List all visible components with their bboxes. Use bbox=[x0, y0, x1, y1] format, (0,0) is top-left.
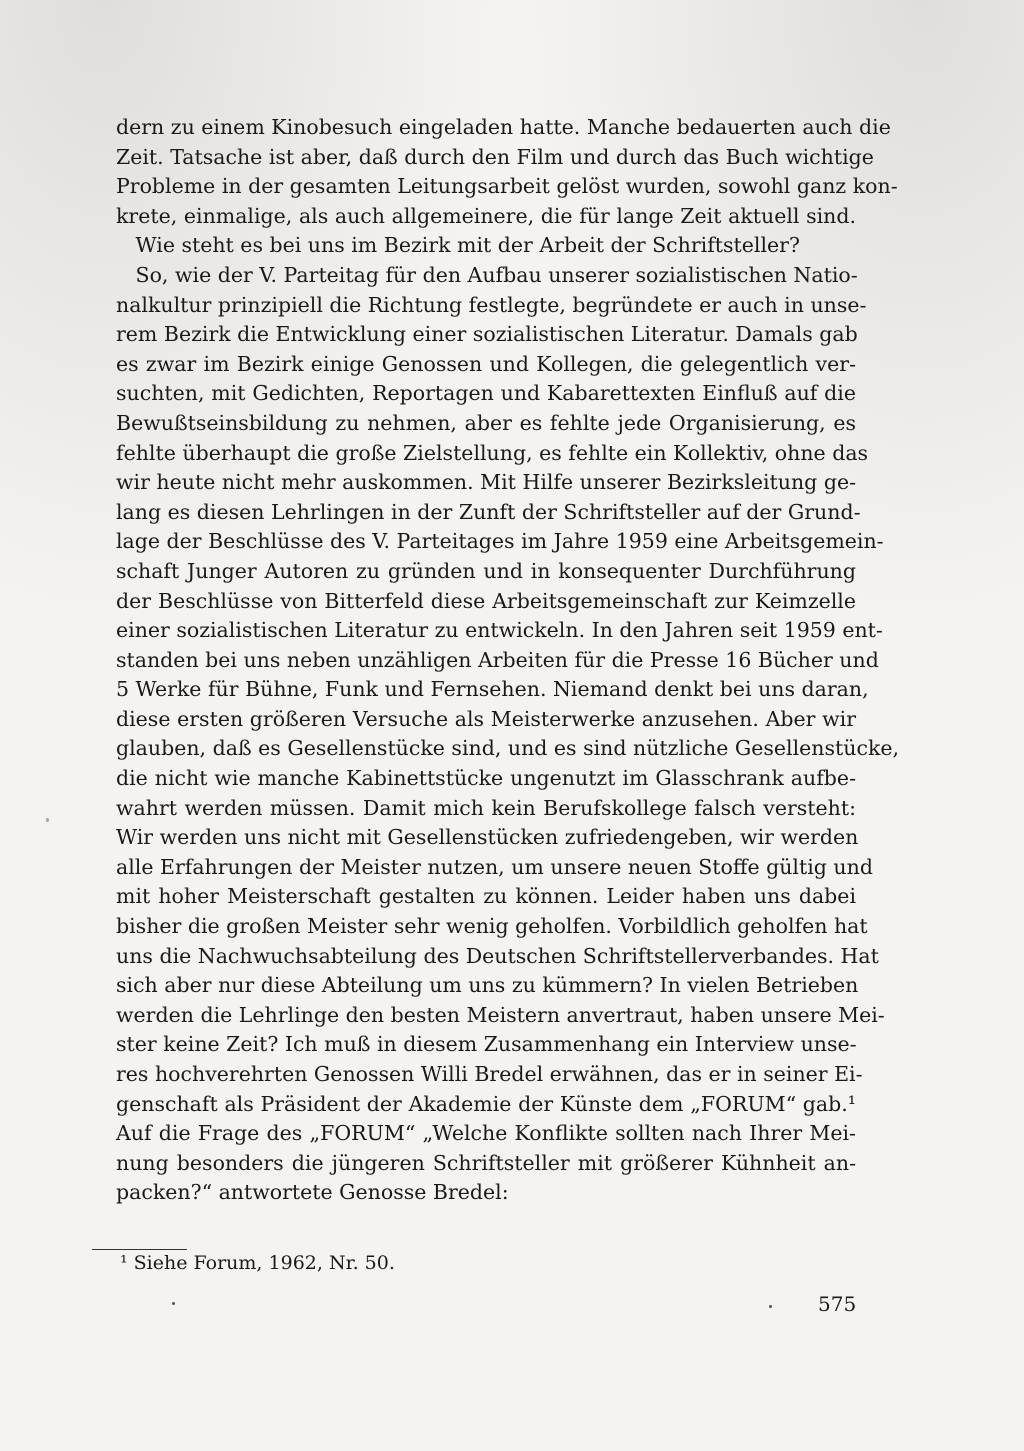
text-line: suchten, mit Gedichten, Reportagen und Kabarettexten Einfluß auf die bbox=[116, 381, 856, 406]
text-line: rem Bezirk die Entwicklung einer sozialistischen Literatur. Damals gab bbox=[116, 322, 858, 347]
text-line: die nicht wie manche Kabinettstücke ungenutzt im Glasschrank aufbe- bbox=[116, 766, 856, 791]
text-line: So, wie der V. Parteitag für den Aufbau unserer sozialistischen Natio- bbox=[116, 262, 858, 287]
text-line: schaft Junger Autoren zu gründen und in konsequenter Durchführung bbox=[116, 558, 856, 583]
text-line: mit hoher Meisterschaft gestalten zu können. Leider haben uns dabei bbox=[116, 884, 856, 909]
text-line: Bewußtseinsbildung zu nehmen, aber es fehlte jede Organisierung, es bbox=[116, 410, 856, 435]
text-line: nalkultur prinzipiell die Richtung festlegte, begründete er auch in unse- bbox=[116, 292, 867, 317]
scan-speck bbox=[769, 1305, 772, 1308]
text-line: 5 Werke für Bühne, Funk und Fernsehen. Niemand denkt bei uns daran, bbox=[116, 677, 869, 702]
text-line: res hochverehrten Genossen Willi Bredel erwähnen, das er in seiner Ei- bbox=[116, 1062, 863, 1086]
text-line: werden die Lehrlinge den besten Meistern anvertraut, haben unsere Mei- bbox=[116, 1002, 885, 1027]
text-line: bisher die großen Meister sehr wenig geholfen. Vorbildlich geholfen hat bbox=[116, 914, 868, 939]
text-line: wir heute nicht mehr auskommen. Mit Hilfe unserer Bezirksleitung ge- bbox=[116, 470, 856, 495]
text-line: nung besonders die jüngeren Schriftsteller mit größerer Kühnheit an- bbox=[116, 1150, 856, 1175]
text-line: diese ersten größeren Versuche als Meisterwerke anzusehen. Aber wir bbox=[116, 706, 856, 731]
text-line: Probleme in der gesamten Leitungsarbeit gelöst wurden, sowohl ganz kon- bbox=[116, 174, 898, 199]
text-line: Zeit. Tatsache ist aber, daß durch den Film und durch das Buch wichtige bbox=[116, 144, 874, 169]
text-line: lang es diesen Lehrlingen in der Zunft der Schriftsteller auf der Grund- bbox=[116, 499, 861, 524]
text-line: dern zu einem Kinobesuch eingeladen hatte. Manche bedauerten auch die bbox=[116, 115, 891, 139]
text-line: alle Erfahrungen der Meister nutzen, um unsere neuen Stoffe gültig und bbox=[116, 854, 873, 879]
text-line: Auf die Frage des „FORUM“ „Welche Konflikte sollten nach Ihrer Mei- bbox=[116, 1121, 856, 1146]
text-line: der Beschlüsse von Bitterfeld diese Arbeitsgemeinschaft zur Keimzelle bbox=[116, 588, 856, 613]
scan-speck bbox=[46, 818, 49, 822]
text-line: packen?“ antwortete Genosse Bredel: bbox=[116, 1180, 509, 1205]
text-line: standen bei uns neben unzähligen Arbeiten für die Presse 16 Bücher und bbox=[116, 647, 879, 672]
text-line: genschaft als Präsident der Akademie der Künste dem „FORUM“ gab.¹ bbox=[116, 1091, 856, 1116]
text-line: fehlte überhaupt die große Zielstellung, es fehlte ein Kollektiv, ohne das bbox=[116, 440, 869, 465]
text-line: wahrt werden müssen. Damit mich kein Berufskollege falsch versteht: bbox=[116, 795, 856, 820]
text-line: lage der Beschlüsse des V. Parteitages im Jahre 1959 eine Arbeitsgemein- bbox=[116, 529, 884, 554]
page-number: 575 bbox=[818, 1292, 857, 1316]
text-line: es zwar im Bezirk einige Genossen und Kollegen, die gelegentlich ver- bbox=[116, 351, 856, 376]
text-line: ster keine Zeit? Ich muß in diesem Zusammenhang ein Interview unse- bbox=[116, 1032, 857, 1057]
text-line: sich aber nur diese Abteilung um uns zu kümmern? In vielen Betrieben bbox=[116, 973, 859, 998]
text-line: Wie steht es bei uns im Bezirk mit der Arbeit der Schriftsteller? bbox=[116, 233, 800, 258]
text-line: Wir werden uns nicht mit Gesellenstücken zufriedengeben, wir werden bbox=[116, 825, 859, 850]
text-line: glauben, daß es Gesellenstücke sind, und es sind nützliche Gesellenstücke, bbox=[116, 736, 900, 761]
footnote: ¹ Siehe Forum, 1962, Nr. 50. bbox=[120, 1252, 395, 1274]
scan-speck bbox=[172, 1302, 175, 1305]
text-line: einer sozialistischen Literatur zu entwickeln. In den Jahren seit 1959 ent- bbox=[116, 618, 883, 643]
body-text bbox=[116, 113, 900, 1208]
text-line: uns die Nachwuchsabteilung des Deutschen Schriftstellerverbandes. Hat bbox=[116, 943, 879, 968]
text-line: krete, einmalige, als auch allgemeinere, die für lange Zeit aktuell sind. bbox=[116, 203, 856, 228]
